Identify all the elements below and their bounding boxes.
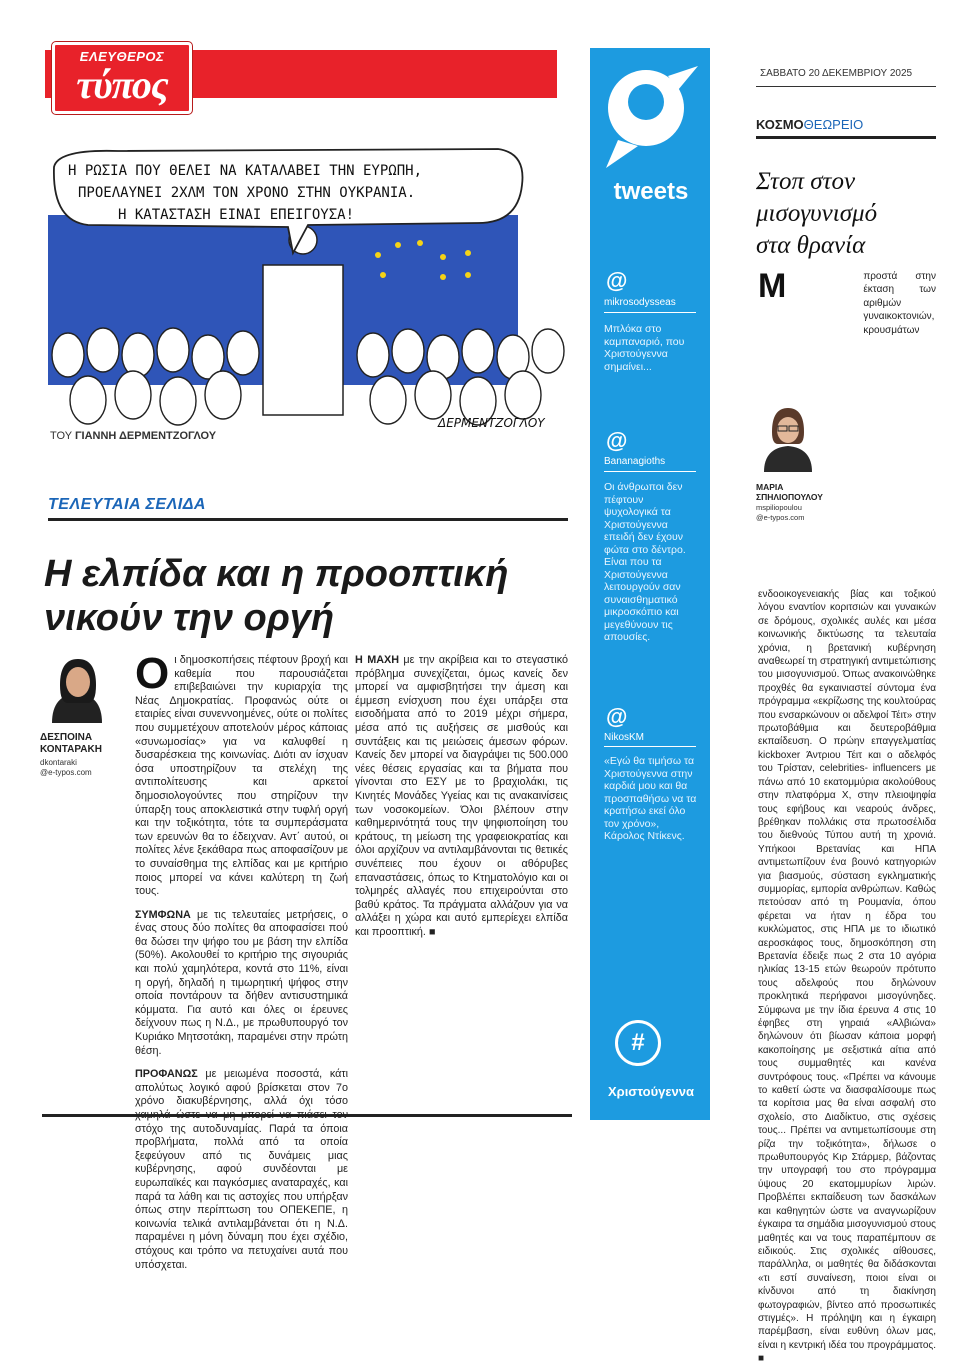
- tweet-2-divider: [604, 471, 696, 472]
- section-label: ΤΕΛΕΥΤΑΙΑ ΣΕΛΙΔΑ: [48, 496, 206, 513]
- tweet-1-text: Μπλόκα στο καμπαναριό, που Χριστούγεννα σημαίνει...: [604, 323, 685, 373]
- paragraph-2: [135, 909, 348, 1059]
- tweet-3-divider: [604, 746, 696, 747]
- credit-name: ΓΙΑΝΝΗ ΔΕΡΜΕΝΤΖΟΓΛΟΥ: [74, 430, 217, 442]
- column-author-email: @e-typos.com: [756, 513, 805, 522]
- column-title: [756, 166, 946, 262]
- paragraph-4-lead: Η ΜΑΧΗ: [355, 654, 399, 666]
- political-cartoon: [48, 145, 568, 437]
- tweets-bird-icon: [598, 56, 702, 174]
- tweet-1-user[interactable]: mikrosodysseas: [604, 297, 676, 308]
- speech-line-1: Η ΡΩΣΙΑ ΠΟΥ ΘΕΛΕΙ ΝΑ ΚΑΤΑΛΑΒΕΙ ΤΗΝ ΕΥΡΩΠΗ,: [68, 163, 423, 179]
- column-author-handle: mspiliopoulou: [756, 503, 802, 512]
- tweet-3-user[interactable]: NikosKM: [604, 732, 645, 743]
- paragraph-1: [135, 649, 348, 899]
- column-paragraph: Μ προστά στην έκταση των αριθμών γυναικοκτονιών, κρουσμάτων ενδοοικογενειακής βίας και τοξικού λόγου εναντίον κοριτσιών και γυναικών σε δρόμους, σχολικές αυλές και μέσα κοινωνικής δικτύωσης τα τελευταία χρόνια, η βρετανική κυβέρνηση αναθεωρεί τη στρατηγική αντιμετώπισης του μισογυνισμού. Όπως ανακοινώθηκε προχθές θα εγκαινιαστεί σύντομα ένα πρόγραμμα «εκρίζωσης της κουλτούρας που ενσαρκώνουν οι αδελφοί Τέιτ» στην πρωτοβάθμια και δευτεροβάθμια εκπαίδευση. Ο πρώην επαγγελματίας kickboxer Άντριου Τέιτ και ο αδελφός του Τρίσταν, celebrities- influencers με πάνω από 10 εκατομμύρια ακολούθους στην πλατφόρμα Χ, στην πλειοψηφία τους εφήβους και νεαρούς άνδρες, βρέθηκαν πολλάκις στα πρωτοσέλιδα του διεθνούς Τύπου αυτή τη χρονιά. Υπήκοοι Βρετανίας και ΗΠΑ αντιμετωπίζουν ένα βουνό κατηγοριών για βιασμούς, σύσταση εγκληματικής συμμορίας, εμπορία ανθρώπων. Καθώς πετούσαν από τη Ρουμανία, όπου φέρεται να ήταν η έδρα του κυκλώματος, στις ΗΠΑ με το ιδιωτικό αεροσκάφος τους, δημοσκόπηση στη Βρετανία έδειξε πως 2 στα 10 αγόρια ηλικίας 13-15 ετών θεωρούν πρότυπο τους αδελφούς που δηλώνουν προκλητικά περήφανοι μισογύνηδες. Σύμφωνα με την ίδια έρευνα 4 στις 10 έφηβες στη γηραιά «Αλβιώνα» δηλώνουν ότι βίωσαν κάποια μορφή κακοποίησης με σεξιστικά αίτια από τους συμμαθητές και κανένα συντρόφους τους. «Πρέπει να κάνουμε το καθετί ώστε να διασφαλίσουμε πως τα κορίτσια μας θα είναι ασφαλή στο σχολείο, στο Διαδίκτυο, στις σχέσεις τους... Πρέπει να αντιμετωπίσουμε στη ρίζα την τοξικότητα», δήλωσε ο πρωθυπουργός Κιρ Στάρμερ, βάζοντας την υπογραφή του στο πρόγραμμα ύψους 20 εκατομμυρίων λιρών. Προβλέπει εκπαίδευση των δασκάλων και καθηγητών ώστε να αναγνωρίζουν έγκαιρα τα σημάδια μισογυνισμού στους μαθητές και να τους παραπέμπουν σε ειδικούς. Στις σχολικές αίθουσες, παράλληλα, οι μαθητές θα διδάσκονται «τι εστί συναίνεση, ποιοι είναι οι κίνδυνοι από τη διακίνηση φωτογραφιών, βίντεο από προσωπικές στιγμές». Η πρόληψη και η έγκαιρη παρέμβαση, είναι ευθύνη όλων μας, είναι η κεντρική ιδέα του προγράμματος. ■: [758, 267, 936, 1365]
- section-label-a: ΚΟΣΜΟ: [756, 117, 804, 132]
- column-title-line-1: Στοπ στον: [756, 168, 856, 195]
- tweet-2-user[interactable]: Bananagioths: [604, 456, 666, 467]
- column-author-photo: [758, 402, 818, 472]
- column-section-divider: [756, 136, 936, 139]
- podium: [263, 265, 343, 415]
- author-contact: [40, 758, 135, 778]
- column-section-label: [756, 117, 863, 132]
- paragraph-1-text: ι δημοσκοπήσεις πέφτουν βροχή και καθεμία που παρουσιάζεται επιβεβαιώνει την κυριαρχία της Νέας Δημοκρατίας. Προφανώς ούτε οι εταιρίες είναι συνεννοημένες, ούτε οι πολίτες που συμμετέχουν αποτελούν μέρος κάποιας «συνωμοσίας» για να καλυφθεί η δυσαρέσκεια της κοινωνίας. Διότι αν ίσχυαν όσα υποστηρίζουν τα στελέχη της αντιπολίτευσης και αρκετοί δημοσιολογούντες που στηρίζουν την ύπαρξη τους αποκλειστικά στην τυφλή οργή και την τοξικότητα, τότε τα συμπεράσματα των ερευνών θα το έδειχναν. Αντ΄ αυτού, οι πολίτες λένε ξεκάθαρα πως αποφασίζουν με το συναίσθημα της ελπίδας και με κριτήριο ποιος μπορεί να κάνει καλύτερη τη ζωή τους.: [135, 654, 348, 898]
- cartoonist-signature: ΔΕΡΜΕΝΤΖΟΓΛΟΥ: [438, 416, 545, 430]
- credit-prefix: ΤΟΥ: [50, 430, 72, 442]
- column-author-contact: [756, 503, 836, 523]
- column-drop-cap: Μ: [758, 267, 787, 305]
- issue-date: ΣΑΒΒΑΤΟ 20 ΔΕΚΕΜΒΡΙΟΥ 2025: [760, 68, 913, 79]
- paragraph-4-text: με την ακρίβεια και το στεγαστικό πρόβλημα συνεχίζεται, όμως κανείς δεν μπορεί να αμφισβητήσει την άμεση και έμμεση ενίσχυση που έχει υπάρξει στα εισοδήματα από το 2019 μέχρι σήμερα, μέσα από τις αυξήσεις σε μισθούς και συντάξεις και τις μειώσεις άμεσων φόρων. Κανείς δεν μπορεί να διαγράψει τις 500.000 νέες θέσεις εργασίας και τα βήματα που γίνονται στο ΕΣΥ με το βραχιολάκι, τις Κινητές Μονάδες Υγείας και τις ανακαινίσεις των νοσοκομείων. Όλοι βλέπουν στην καθημερινότητά τους την ψηφιοποίηση του κράτους, τη μείωση της γραφειοκρατίας και όλοι αρχίζουν να αντιλαμβάνονται τις θετικές συνέπειες που έχουν οι αθόρυβες επαναστάσεις, όπως το Κτηματολόγιο και οι τολμηρές αλλαγές που επιχειρούνται στο βαθύ κράτος. Τα πράγματα αλλάζουν για να αλλάξει η χώρα και αυτό εμπερίεχει ελπίδα και προοπτική.: [355, 654, 568, 938]
- tweet-1-divider: [604, 312, 696, 313]
- speech-line-2: ΠΡΟΕΛΑΥΝΕΙ 2ΧΛΜ ΤΟΝ ΧΡΟΝΟ ΣΤΗΝ ΟΥΚΡΑΝΙΑ.: [78, 185, 416, 201]
- paragraph-3: [135, 1068, 348, 1272]
- drop-cap: Ο: [135, 649, 170, 698]
- tweets-label: tweets: [613, 178, 689, 205]
- section-label-b: ΘΕΩΡΕΙΟ: [803, 117, 864, 132]
- headline-line-2: νικούν την οργή: [44, 597, 335, 639]
- cartoon-credit: [50, 430, 216, 442]
- paragraph-2-text: με τις τελευταίες μετρήσεις, ο ένας στους δύο πολίτες θα αποφασίσει πού θα δώσει την ψήφο του με βάση την ελπίδα (50%). Ακολουθεί το κριτήριο της σιγουριάς και πολύ χαμηλότερα, κοντά στο 11%, είναι η οργή, δηλαδή η τιμωρητική ψήφος στην οποία ποντάρουν τα δήθεν αντισυστημικά κόμματα. Για αυτό και όλες οι έρευνες δείχνουν πως η Ν.Δ., με πρωθυπουργό τον Κυριάκο Μητσοτάκη, παραμένει στην πρώτη θέση.: [135, 908, 348, 1057]
- column-author-name: ΜΑΡΙΑ ΣΠΗΛΙΟΠΟΥΛΟΥ: [756, 482, 823, 502]
- paragraph-4: Η ΜΑΧΗ με την ακρίβεια και το στεγαστικό πρόβλημα συνεχίζεται, όμως κανείς δεν μπορεί να αμφισβητήσει την άμεση και έμμεση ενίσχυση που έχει υπάρξει στα εισοδήματα από το 2019 μέχρι σήμερα, μέσα από τις αυξήσεις σε μισθούς και συντάξεις και τις μειώσεις άμεσων φόρων. Κανείς δεν μπορεί να διαγράψει τις 500.000 νέες θέσεις εργασίας και τα βήματα που γίνονται στο ΕΣΥ με το βραχιολάκι, τις Κινητές Μονάδες Υγείας και τις ανακαινίσεις των νοσοκομείων. Όλοι βλέπουν στην καθημερινότητά τους την ψηφιοποίηση του κράτους, τη μείωση της γραφειοκρατίας και όλοι αρχίζουν να αντιλαμβάνονται τις θετικές συνέπειες που έχουν οι αθόρυβες επαναστάσεις, όπως το Κτηματολόγιο και οι τολμηρές αλλαγές που επιχειρούνται στο βαθύ κράτος. Τα πράγματα αλλάζουν για να αλλάξει η χώρα και αυτό εμπερίεχει ελπίδα και προοπτική. ■: [355, 654, 568, 938]
- paragraph-2-lead: ΣΥΜΦΩΝΑ: [135, 908, 191, 921]
- date-divider: [756, 86, 936, 87]
- tweet-3-at-icon: @: [606, 704, 628, 729]
- tweet-3-text: «Εγώ θα τιμήσω τα Χριστούγεννα στην καρδιά μου και θα προσπαθήσω να τα κρατήσω εκεί όλο τον χρόνο», Κάρολος Ντίκενς.: [604, 755, 697, 842]
- column-title-line-3: στα θρανία: [756, 232, 866, 259]
- newspaper-logo[interactable]: [52, 42, 192, 114]
- paragraph-3-text: με μειωμένα ποσοστά, κάτι απολύτως λογικό αφού βρίσκεται στον 7ο χρόνο διακυβέρνησης, αλλά όχι τόσο στόχο της αυτοδυναμίας. Παρά τα όποια προβλήματα, πολλά από τα οποία ξεφεύγουν από τις δυνάμεις μιας κυβέρνησης, αφού συνδέονται με ευρωπαϊκές και παγκόσμιες αναταραχές, και παρά τα λάθη και τις αστοχίες που υπήρξαν όπως στην περίπτωση του ΟΠΕΚΕΠΕ, η κοινωνία τελικά αντιλαμβάνεται ότι η Ν.Δ. παραμένει η μόνη δύναμη που έχει σχέδιο, στόχους και τρόπο να πετυχαίνει αυτά που υπόσχεται.: [135, 1068, 348, 1271]
- bottom-divider: [42, 1114, 572, 1117]
- logo-title: τύπος: [76, 62, 168, 107]
- headline-line-1: Η ελπίδα και η προοπτική: [44, 553, 509, 595]
- author-name: ΔΕΣΠΟΙΝΑ ΚΟΝΤΑΡΑΚΗ: [40, 732, 102, 755]
- paragraph-3-lead: ΠΡΟΦΑΝΩΣ: [135, 1068, 198, 1081]
- tweet-1-at-icon: @: [606, 268, 628, 293]
- article-headline: [44, 552, 574, 640]
- hashtag-label[interactable]: Χριστούγεννα: [607, 1084, 695, 1099]
- section-divider: [48, 518, 568, 521]
- article-column-2: [355, 654, 568, 949]
- logo-subtitle: ΕΛΕΥΘΕΡΟΣ: [79, 49, 165, 64]
- hashtag-icon: #: [615, 1020, 661, 1066]
- article-column-1: [135, 649, 348, 1282]
- tweet-2-at-icon: @: [606, 428, 628, 453]
- column-body-text: προστά στην έκταση των αριθμών γυναικοκτονιών, κρουσμάτων ενδοοικογενειακής βίας και τοξικού λόγου εναντίον κοριτσιών και γυναικών σε δρόμους, σχολικές αυλές και μέσα κοινωνικής δικτύωσης τα τελευταία χρόνια, η βρετανική κυβέρνηση αναθεωρεί τη στρατηγική αντιμετώπισης του μισογυνισμού. Όπως ανακοινώθηκε προχθές θα εγκαινιαστεί σύντομα ένα πρόγραμμα «εκρίζωσης της κουλτούρας που ενσαρκώνουν οι αδελφοί Τέιτ» στην πρωτοβάθμια και δευτεροβάθμια εκπαίδευση. Ο πρώην επαγγελματίας kickboxer Άντριου Τέιτ και ο αδελφός του Τρίσταν, celebrities- influencers με πάνω από 10 εκατομμύρια ακολούθους στην πλατφόρμα Χ, στην πλειοψηφία τους εφήβους και νεαρούς άνδρες, βρέθηκαν πολλάκις στα πρωτοσέλιδα του διεθνούς Τύπου αυτή τη χρονιά. Υπήκοοι Βρετανίας και ΗΠΑ αντιμετωπίζουν ένα βουνό κατηγοριών για βιασμούς, σύσταση εγκληματικής συμμορίας, εμπορία ανθρώπων. Καθώς πετούσαν από τη Ρουμανία, όπου φέρεται να ήταν η έδρα του κυκλώματος, στις ΗΠΑ με το ιδιωτικό αεροσκάφος τους, δημοσκόπηση στη Βρετανία έδειξε πως 2 στα 10 αγόρια ηλικίας 13-15 ετών θεωρούν πρότυπο τους αδελφούς που δηλώνουν προκλητικά περήφανοι μισογύνηδες. Σύμφωνα με την ίδια έρευνα 4 στις 10 έφηβες στη γηραιά «Αλβιώνα» δηλώνουν ότι βίωσαν κάποια μορφή κακοποίησης με σεξιστικά αίτια από τους συμμαθητές και κανένα συντρόφους τους. «Πρέπει να κάνουμε το καθετί ώστε να διασφαλίσουμε πως τα κορίτσια μας θα είναι ασφαλή στο σχολείο, στο Διαδίκτυο, στις σχέσεις τους... Πρέπει να αντιμετωπίσουμε στη ρίζα την τοξικότητα», δήλωσε ο πρωθυπουργός Κιρ Στάρμερ, βάζοντας την υπογραφή του στο πρόγραμμα ύψους 20 εκατομμυρίων λιρών. Προβλέπει εκπαίδευση των δασκάλων και καθηγητών ώστε να αναγνωρίζουν έγκαιρα τα σημάδια μισογυνισμού στους μαθητές και να τους παραπέμπουν σε ειδικούς. Στις σχολικές αίθουσες, παράλληλα, οι μαθητές θα διδάσκονται «τι εστί συναίνεση, ποιοι είναι οι κίνδυνοι από τη διακίνηση φωτογραφιών, βίντεο από προσωπικές στιγμές». Η πρόληψη και η έγκαιρη παρέμβαση, είναι ευθύνη όλων μας, είναι η κεντρική ιδέα του προγράμματος.: [758, 271, 936, 1351]
- author-handle: dkontaraki: [40, 758, 77, 767]
- speech-line-3: Η ΚΑΤΑΣΤΑΣΗ ΕΙΝΑΙ ΕΠΕΙΓΟΥΣΑ!: [118, 207, 355, 223]
- column-title-line-2: μισογυνισμό: [756, 200, 878, 227]
- author-photo: [42, 655, 112, 723]
- tweet-2-text: Οι άνθρωποι δεν πέφτουν ψυχολογικά τα Χριστούγεννα επειδή δεν έχουν φώτα στο δέντρο. Είναι που τα Χριστούγεννα λειτουργούν σαν συναισθηματικό μικροσκόπιο και μεγεθύνουν τις απουσίες.: [604, 481, 686, 643]
- author-email: @e-typos.com: [40, 768, 92, 777]
